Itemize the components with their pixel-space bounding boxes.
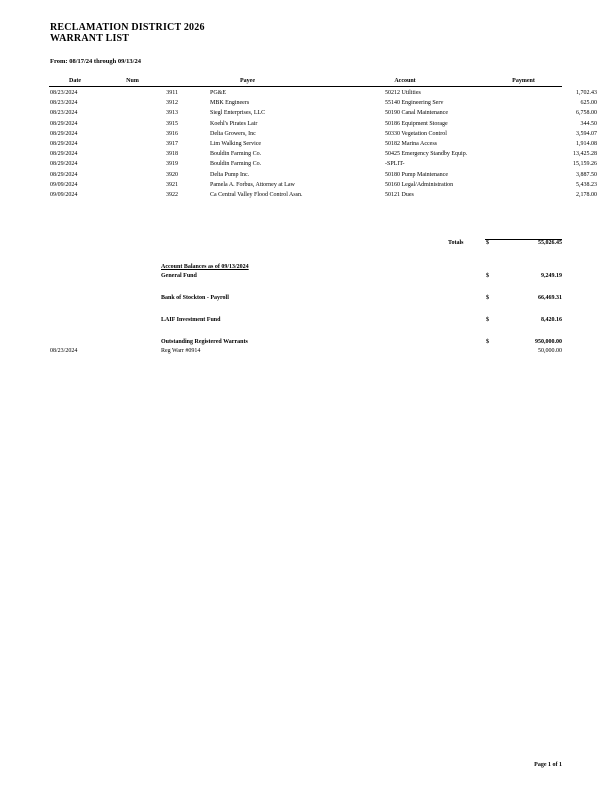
reg-warrant-label: Reg Warr #0914 <box>161 348 201 354</box>
outstanding-warrants-currency: $ <box>486 339 489 345</box>
row-payee: Pamela A. Forbus, Attorney at Law <box>210 181 295 188</box>
column-header-account: Account <box>394 78 416 84</box>
row-account: 55140 Engineering Serv <box>385 100 444 107</box>
row-date: 08/29/2024 <box>50 141 78 148</box>
row-payment: 2,178.00 <box>576 192 597 199</box>
row-date: 09/09/2024 <box>50 192 78 199</box>
row-payment: 13,425.28 <box>573 151 597 158</box>
row-date: 08/29/2024 <box>50 171 78 178</box>
row-date: 08/29/2024 <box>50 120 78 127</box>
column-header-num: Num <box>126 78 139 84</box>
row-date: 08/29/2024 <box>50 130 78 137</box>
row-num: 3916 <box>166 130 178 137</box>
row-payee: Delta Pump Inc. <box>210 171 250 178</box>
row-account: 50212 Utilities <box>385 90 421 96</box>
general-fund-amount: 9,249.19 <box>541 273 562 279</box>
totals-amount: 55,026.45 <box>538 240 562 246</box>
row-payee: Bouldin Farming Co. <box>210 161 262 168</box>
bank-payroll-currency: $ <box>486 295 489 301</box>
general-fund-currency: $ <box>486 273 489 279</box>
bank-payroll-amount: 66,469.31 <box>538 295 562 301</box>
bank-payroll-label: Bank of Stockton - Payroll <box>161 295 229 301</box>
laif-amount: 8,420.16 <box>541 317 562 323</box>
row-num: 3921 <box>166 181 178 188</box>
warrant-table <box>50 88 597 200</box>
row-account: -SPLIT- <box>385 161 405 168</box>
row-payment: 625.00 <box>580 100 597 107</box>
column-header-payee: Payee <box>240 78 255 84</box>
row-payment: 3,594.07 <box>576 130 597 137</box>
row-num: 3912 <box>166 100 178 107</box>
balances-heading: Account Balances as of 09/13/2024 <box>161 264 249 270</box>
row-account: 50186 Equipment Storage <box>385 120 448 127</box>
row-payee: Lim Walking Service <box>210 141 262 148</box>
row-num: 3915 <box>166 120 178 127</box>
table-row <box>50 129 597 139</box>
general-fund-label: General Fund <box>161 273 197 279</box>
row-account: 50160 Legal/Administration <box>385 181 454 188</box>
row-payee: Siegl Enterprises, LLC <box>210 110 266 117</box>
reg-warrant-amount: 50,000.00 <box>538 348 562 354</box>
row-num: 3922 <box>166 192 178 199</box>
row-payment: 3,887.50 <box>576 171 597 178</box>
row-account: 50425 Emergency Standby Equip. <box>385 151 468 158</box>
laif-label: LAIF Investment Fund <box>161 317 221 323</box>
outstanding-warrants-label: Outstanding Registered Warrants <box>161 339 248 345</box>
row-payment: 15,159.26 <box>573 161 597 168</box>
table-row <box>50 159 597 169</box>
row-payment: 5,438.23 <box>576 181 597 188</box>
row-num: 3911 <box>166 90 178 96</box>
row-account: 50180 Pump Maintenance <box>385 171 448 178</box>
table-row <box>50 119 597 129</box>
row-num: 3918 <box>166 151 178 158</box>
reg-warrant-date: 08/23/2024 <box>50 348 78 354</box>
table-row <box>50 139 597 149</box>
totals-currency: $ <box>486 240 489 246</box>
column-header-date: Date <box>69 78 81 84</box>
row-date: 08/29/2024 <box>50 151 78 158</box>
table-row <box>50 180 597 190</box>
row-payee: Koehl's Pirates Lair <box>210 120 258 127</box>
table-row <box>50 98 597 108</box>
column-header-payment: Payment <box>512 78 535 84</box>
row-num: 3920 <box>166 171 178 178</box>
row-payee: PG&E <box>210 90 227 96</box>
row-payment: 6,758.00 <box>576 110 597 117</box>
laif-currency: $ <box>486 317 489 323</box>
header-rule <box>49 86 562 87</box>
row-payment: 1,914.08 <box>576 141 597 148</box>
row-num: 3913 <box>166 110 178 117</box>
row-date: 08/23/2024 <box>50 100 78 107</box>
row-payee: Delta Growers, Inc <box>210 130 256 137</box>
row-payee: Ca Central Valley Flood Control Assn. <box>210 192 303 199</box>
row-num: 3919 <box>166 161 178 168</box>
report-title: RECLAMATION DISTRICT 2026 <box>50 22 205 33</box>
row-account: 50121 Dues <box>385 192 414 199</box>
table-row <box>50 149 597 159</box>
row-payee: MBK Engineers <box>210 100 250 107</box>
table-row <box>50 88 597 98</box>
report-subtitle: WARRANT LIST <box>50 33 130 44</box>
totals-label: Totals <box>448 240 464 246</box>
date-range: From: 08/17/24 through 09/13/24 <box>50 58 141 65</box>
row-account: 50190 Canal Maintenance <box>385 110 448 117</box>
row-num: 3917 <box>166 141 178 148</box>
table-row <box>50 190 597 200</box>
table-row <box>50 170 597 180</box>
row-date: 08/29/2024 <box>50 161 78 168</box>
page-number: Page 1 of 1 <box>534 762 562 768</box>
row-payment: 344.50 <box>580 120 597 127</box>
row-date: 09/09/2024 <box>50 181 78 188</box>
row-date: 08/23/2024 <box>50 110 78 117</box>
table-row <box>50 108 597 118</box>
row-payee: Bouldin Farming Co. <box>210 151 262 158</box>
row-payment: 1,702.43 <box>576 90 597 96</box>
outstanding-warrants-amount: 950,000.00 <box>535 339 562 345</box>
row-account: 50330 Vegetation Control <box>385 130 447 137</box>
row-account: 50182 Marina Access <box>385 141 437 148</box>
row-date: 08/23/2024 <box>50 90 78 96</box>
